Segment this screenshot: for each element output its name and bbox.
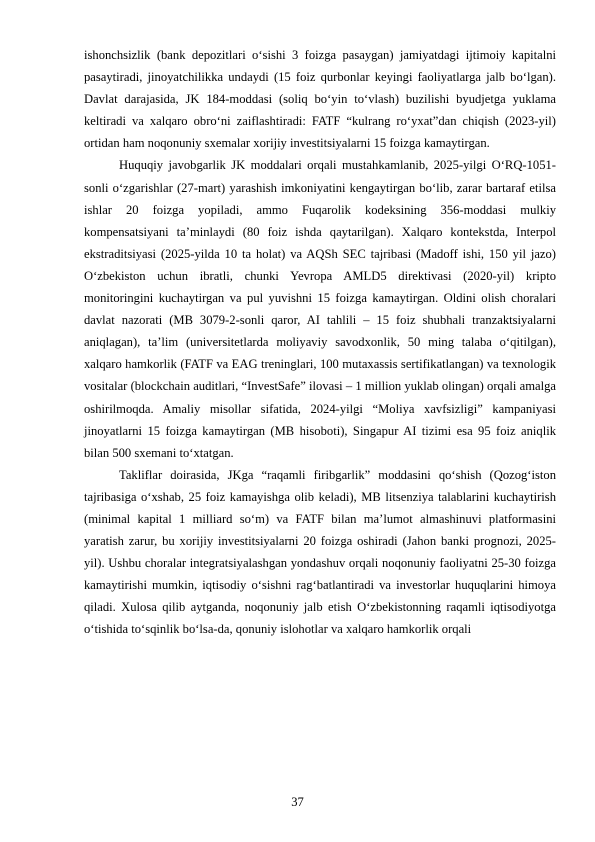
- document-body: [84, 44, 556, 641]
- paragraph-proposals: Takliflar doirasida, JKga “raqamli firibgarlik” moddasini qoʻshish (Qozogʻiston tajribasiga oʻxshab, 25 foiz kamayishga olib keladi), MB litsenziya talablarini kuchaytirish (minimal kapital 1 milliard soʻm) va FATF bilan maʼlumot almashinuvi platformasini yaratish zarur, bu xorijiy investitsiyalarni 20 foizga oshiradi (Jahon banki prognozi, 2025-yil). Ushbu choralar integratsiyalashgan yondashuv orqali noqonuniy faoliyatni 25-30 foizga kamaytirishi mumkin, iqtisodiy oʻsishni ragʻbatlantiradi va investorlar huquqlarini himoya qiladi. Xulosa qilib aytganda, noqonuniy jalb etish Oʻzbekistonning raqamli iqtisodiyotga oʻtishida toʻsqinlik boʻlsa-da, qonuniy islohotlar va xalqaro hamkorlik orqali: [84, 467, 556, 637]
- paragraph-legal-liability: Huquqiy javobgarlik JK moddalari orqali mustahkamlanib, 2025-yilgi OʻRQ-1051-sonli oʻzgarishlar (27-mart) yarashish imkoniyatini kengaytirgan boʻlib, zarar bartaraf etilsa ishlar 20 foizga yopiladi, ammo Fuqarolik kodeksining 356-moddasi mulkiy kompensatsiyani taʼminlaydi (80 foiz ishda qaytarilgan). Xalqaro kontekstda, Interpol ekstraditsiyasi (2025-yilda 10 ta holat) va AQSh SEC tajribasi (Madoff ishi, 150 yil jazo) Oʻzbekiston uchun ibratli, chunki Yevropa AMLD5 direktivasi (2020-yil) kripto monitoringini kuchaytirgan va pul yuvishni 15 foizga kamaytirgan. Oldini olish choralari davlat nazorati (MB 3079-2-sonli qaror, AI tahlili – 15 foiz shubhali tranzaktsiyalarni aniqlagan), taʼlim (universitetlarda moliyaviy savodxonlik, 50 ming talaba oʻqitilgan), xalqaro hamkorlik (FATF va EAG treninglari, 100 mutaxassis sertifikatlangan) va texnologik vositalar (blockchain auditlari, “InvestSafe” ilovasi – 1 million yuklab olingan) orqali amalga oshirilmoqda. Amaliy misollar sifatida, 2024-yilgi “Moliya xavfsizligi” kampaniyasi jinoyatlarni 15 foizga kamaytirgan (MB hisoboti), Singapur AI tizimi esa 95 foiz aniqlik bilan 500 sxemani toʻxtatgan.: [84, 158, 556, 460]
- page-number: 37: [291, 795, 304, 809]
- paragraph-continuation: ishonchsizlik (bank depozitlari oʻsishi 3 foizga pasaygan) jamiyatdagi ijtimoiy kapitalni pasaytiradi, jinoyatchilikka undaydi (15 foiz qurbonlar keyingi faoliyatlarga jalb boʻlgan). Davlat darajasida, JK 184-moddasi (soliq boʻyin toʻvlash) buzilishi byudjetga yuklama keltiradi va xalqaro obroʻni zaiflashtiradi: FATF “kulrang roʻyxat”dan chiqish (2023-yil) ortidan ham noqonuniy sxemalar xorijiy investitsiyalarni 15 foizga kamaytirgan.: [84, 48, 556, 151]
